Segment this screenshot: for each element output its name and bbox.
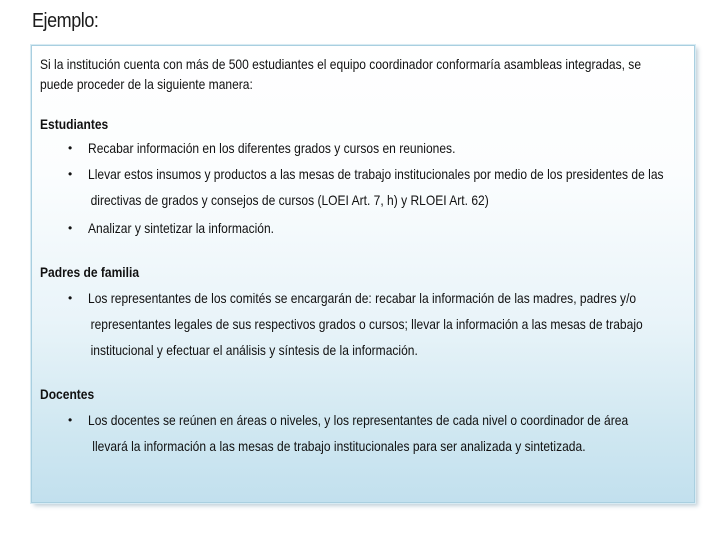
intro-line-2: puede proceder de la siguiente manera: [40, 76, 253, 92]
list-item-text: Los representantes de los comités se encargarán de: recabar la información de las madres, padres y/o [88, 290, 637, 306]
content-panel [31, 45, 695, 503]
list-item [40, 164, 684, 210]
section-title-padres-de-familia: Padres de familia [40, 264, 140, 280]
list-item [40, 218, 684, 238]
list-item [40, 138, 684, 158]
page-heading: Ejemplo: [32, 10, 99, 32]
list-item [40, 410, 684, 456]
list-item-text-continued: institucional y efectuar el análisis y síntesis de la información. [90, 342, 418, 358]
section-title-docentes: Docentes [40, 386, 95, 402]
content-body [40, 54, 684, 456]
list-item-text: Recabar información en los diferentes grados y cursos en reuniones. [88, 140, 456, 156]
intro-line-1: Si la institución cuenta con más de 500 estudiantes el equipo coordinador conformaría asambleas integradas, se [40, 56, 642, 72]
section-title-estudiantes: Estudiantes [40, 116, 109, 132]
list-item-text-continued: directivas de grados y consejos de cursos (LOEI Art. 7, h) y RLOEI Art. 62) [90, 192, 489, 208]
bullet-icon: • [68, 291, 73, 305]
list-item-text: Los docentes se reúnen en áreas o niveles, y los representantes de cada nivel o coordinador de área [88, 412, 629, 428]
bullet-icon: • [68, 221, 73, 235]
list-item [40, 288, 684, 360]
bullet-icon: • [68, 413, 73, 427]
bullet-icon: • [68, 167, 73, 181]
list-item-text-continued: llevará la información a las mesas de trabajo institucionales para ser analizada y sintetizada. [92, 438, 586, 454]
list-item-text: Llevar estos insumos y productos a las mesas de trabajo institucionales por medio de los presidentes de las [88, 166, 664, 182]
bullet-icon: • [68, 141, 73, 155]
list-item-text: Analizar y sintetizar la información. [88, 220, 275, 236]
list-item-text-continued: representantes legales de sus respectivos grados o cursos; llevar la información a las mesas de trabajo [90, 316, 643, 332]
